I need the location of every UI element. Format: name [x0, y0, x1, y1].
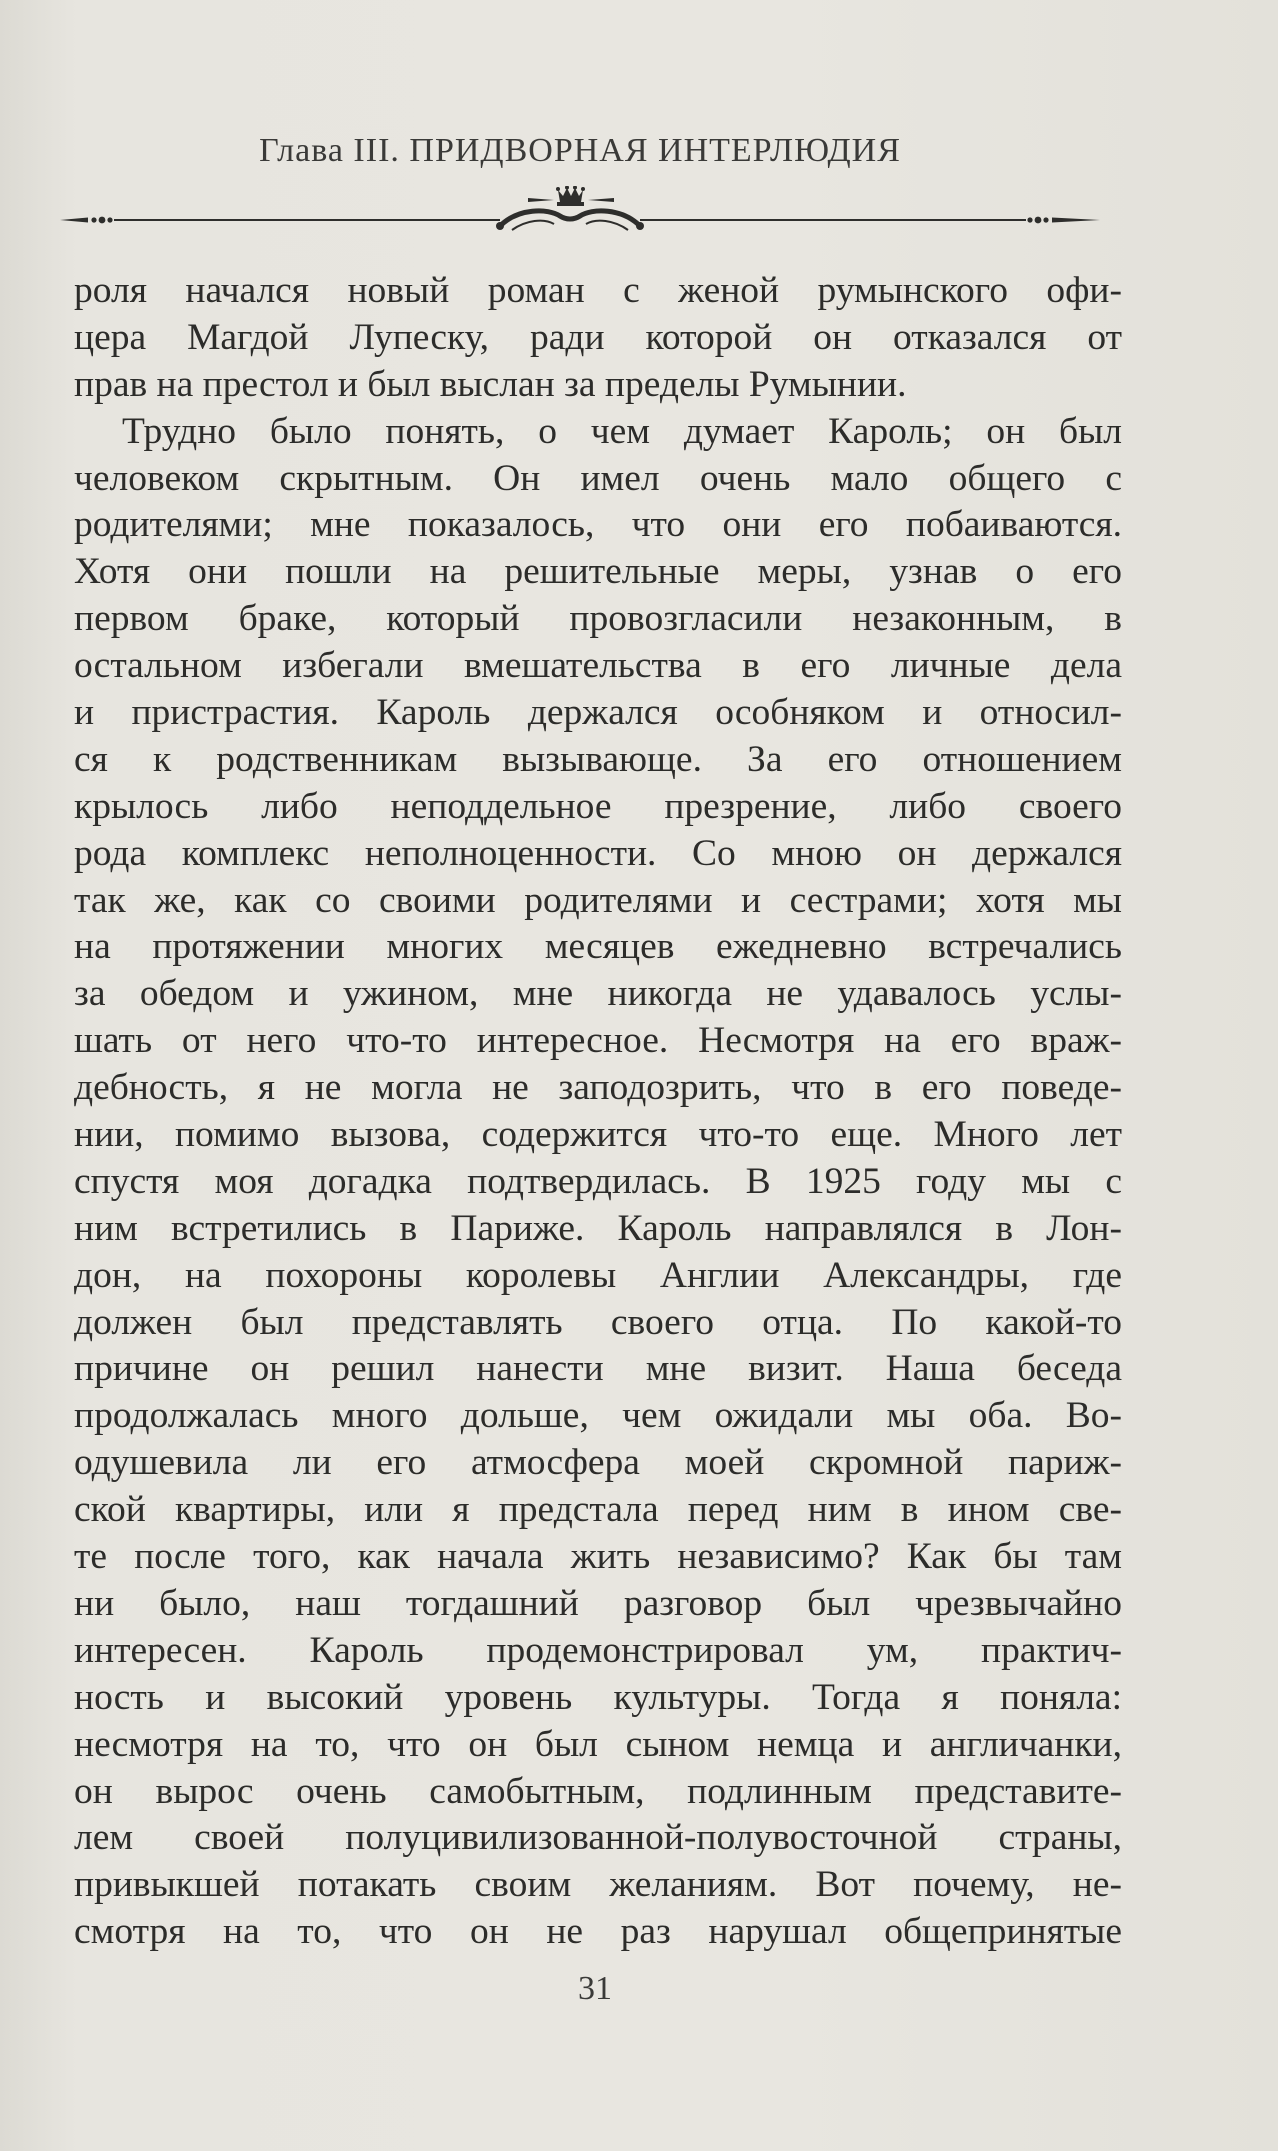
text-line: спустя моя догадка подтвердилась. В 1925 году мы с	[74, 1160, 1122, 1202]
text-line: прав на престол и был выслан за пределы Румынии.	[74, 363, 907, 405]
text-line: смотря на то, что он не раз нарушал общепринятые	[74, 1911, 1122, 1953]
text-line: те после того, как начала жить независимо? Как бы там	[74, 1536, 1122, 1578]
text-line: Трудно было понять, о чем думает Кароль; он был	[122, 410, 1122, 452]
text-line: ним встретились в Париже. Кароль направлялся в Лон-	[74, 1207, 1122, 1249]
text-line: на протяжении многих месяцев ежедневно встречались	[74, 926, 1122, 968]
text-line: дон, на похороны королевы Англии Александры, где	[74, 1254, 1122, 1296]
crown-flourish-divider-icon	[60, 186, 1100, 238]
text-line: одушевила ли его атмосфера моей скромной париж-	[74, 1442, 1122, 1484]
page-number: 31	[578, 1970, 612, 2007]
text-line: нии, помимо вызова, содержится что-то еще. Много лет	[74, 1114, 1122, 1156]
text-line: интересен. Кароль продемонстрировал ум, практич-	[74, 1629, 1122, 1671]
text-line: дебность, я не могла не заподозрить, что в его поведе-	[74, 1067, 1122, 1109]
text-line: ность и высокий уровень культуры. Тогда я поняла:	[74, 1676, 1122, 1718]
text-line: Хотя они пошли на решительные меры, узнав о его	[74, 551, 1122, 593]
text-line: остальном избегали вмешательства в его личные дела	[74, 645, 1122, 687]
text-line: цера Магдой Лупеску, ради которой он отказался от	[74, 316, 1122, 358]
text-line: причине он решил нанести мне визит. Наша беседа	[74, 1348, 1122, 1390]
text-line: ни было, наш тогдашний разговор был чрезвычайно	[74, 1582, 1122, 1624]
text-line: за обедом и ужином, мне никогда не удавалось услы-	[74, 973, 1122, 1015]
text-line: ся к родственникам вызывающе. За его отношением	[74, 738, 1122, 780]
text-line: продолжалась много дольше, чем ожидали мы оба. Во-	[74, 1395, 1122, 1437]
text-line: роля начался новый роман с женой румынского офи-	[74, 270, 1122, 311]
body-text	[74, 268, 1122, 1956]
text-line: он вырос очень самобытным, подлинным представите-	[74, 1770, 1122, 1812]
text-line: рода комплекс неполноценности. Со мною он держался	[74, 832, 1122, 874]
text-line: несмотря на то, что он был сыном немца и англичанки,	[74, 1723, 1122, 1765]
text-line: первом браке, который провозгласили незаконным, в	[74, 598, 1122, 640]
text-line: так же, как со своими родителями и сестрами; хотя мы	[74, 879, 1122, 921]
text-line: крылось либо неподдельное презрение, либо своего	[74, 785, 1122, 827]
text-line: привыкшей потакать своим желаниям. Вот почему, не-	[74, 1864, 1122, 1906]
running-head-title: Глава III. ПРИДВОРНАЯ ИНТЕРЛЮДИЯ	[259, 132, 901, 169]
text-line: должен был представлять своего отца. По какой-то	[74, 1301, 1122, 1343]
text-line: человеком скрытным. Он имел очень мало общего с	[74, 457, 1122, 499]
text-line: родителями; мне показалось, что они его побаиваются.	[74, 504, 1122, 546]
text-line: шать от него что-то интересное. Несмотря на его враж-	[74, 1020, 1122, 1062]
text-line: лем своей полуцивилизованной-полувосточной страны,	[74, 1817, 1122, 1859]
text-line: ской квартиры, или я предстала перед ним в ином све-	[74, 1489, 1122, 1531]
text-line: и пристрастия. Кароль держался особняком и относил-	[74, 692, 1122, 734]
